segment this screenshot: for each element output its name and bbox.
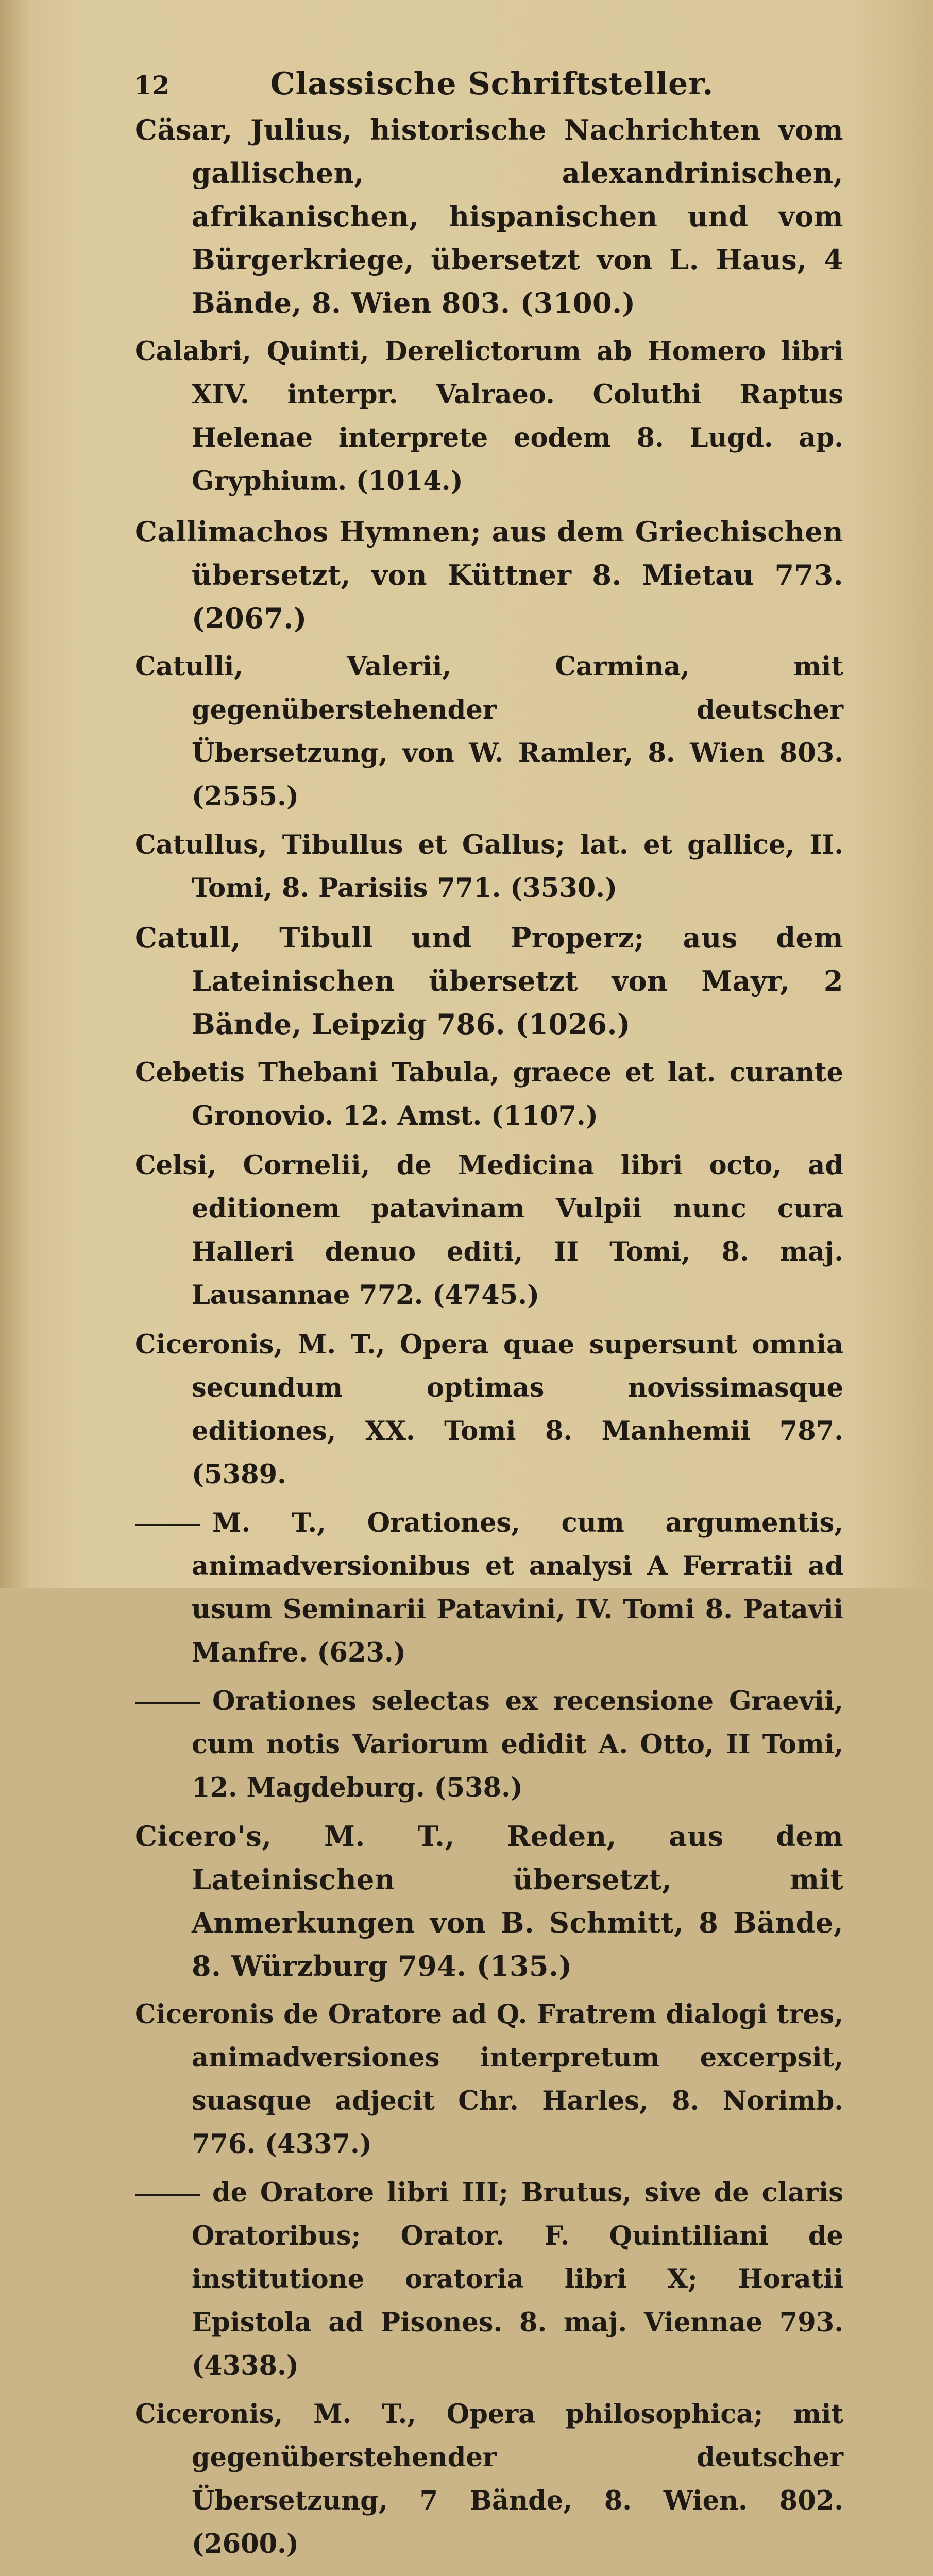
catalog-entry: Callimachos Hymnen; aus dem Griechischen übersetzt, von Küttner 8. Mietau 773. (2067.) bbox=[135, 515, 843, 635]
repeat-dash bbox=[135, 1501, 212, 1545]
catalog-entry: Cebetis Thebani Tabula, graece et lat. curante Gronovio. 12. Amst. (1107.) bbox=[135, 1057, 843, 1131]
running-title: Classische Schriftsteller. bbox=[270, 66, 714, 102]
catalog-entry: Ciceronis de Oratore ad Q. Fratrem dialogi tres, animadversiones interpretum excerpsit, suasque adjecit Chr. Harles, 8. Norimb. 776. (4337.) bbox=[135, 1999, 843, 2160]
page-header bbox=[134, 61, 850, 112]
catalog-entry: Calabri, Quinti, Derelictorum ab Homero libri XIV. interpr. Valraeo. Coluthi Raptus Helenae interprete eodem 8. Lugd. ap. Gryphium. (1014.) bbox=[135, 336, 843, 497]
repeat-dash bbox=[135, 1680, 212, 1723]
repeat-dash bbox=[135, 2571, 212, 2576]
catalog-entry: Cicero's, M. T., Reden, aus dem Lateinischen übersetzt, mit Anmerkungen von B. Schmitt, 8 Bände, 8. Würzburg 794. (135.) bbox=[135, 1820, 843, 1982]
catalog-entry: Celsi, Cornelii, de Medicina libri octo, ad editionem patavinam Vulpii nunc cura Halleri denuo editi, II Tomi, 8. maj. Lausannae 772. (4745.) bbox=[135, 1150, 843, 1311]
catalog-entry: Cäsar, Julius, historische Nachrichten vom gallischen, alexandrinischen, afrikanischen, hispanischen und vom Bürgerkriege, übersetzt von L. Haus, 4 Bände, 8. Wien 803. (3100.) bbox=[135, 113, 843, 319]
catalog-entry: Catullus, Tibullus et Gallus; lat. et gallice, II. Tomi, 8. Parisiis 771. (3530.) bbox=[135, 829, 843, 904]
catalog-entry: M. T., Orationes, cum argumentis, animadversionibus et analysi A Ferratii ad usum Seminarii Patavini, IV. Tomi 8. Patavii Manfre. (623.) bbox=[135, 1501, 843, 1674]
page-number: 12 bbox=[134, 70, 170, 100]
catalog-entries bbox=[135, 108, 843, 2576]
repeat-dash bbox=[135, 2171, 212, 2214]
catalog-entry: Ciceronis, M. T., Opera quae supersunt omnia secundum optimas novissimasque editiones, XX. Tomi 8. Manhemii 787. (5389. bbox=[135, 1329, 843, 1490]
catalog-entry: Catull, Tibull und Properz; aus dem Lateinischen übersetzt von Mayr, 2 Bände, Leipzig 786. (1026.) bbox=[135, 921, 843, 1041]
catalog-entry: Orationes selectas ex recensione Graevii, cum notis Variorum edidit A. Otto, II Tomi, 12. Magdeburg. (538.) bbox=[135, 1680, 843, 1809]
catalog-entry: de Oratore libri III; Brutus, sive de claris Oratoribus; Orator. F. Quintiliani de institutione oratoria libri X; Horatii Epistola ad Pisones. 8. maj. Viennae 793. (4338.) bbox=[135, 2171, 843, 2387]
catalog-entry bbox=[135, 2571, 843, 2576]
catalog-entry: Catulli, Valerii, Carmina, mit gegenüberstehender deutscher Übersetzung, von W. Ramler, 8. Wien 803. (2555.) bbox=[135, 651, 843, 812]
catalog-entry: Ciceronis, M. T., Opera philosophica; mit gegenüberstehender deutscher Übersetzung, 7 Bände, 8. Wien. 802. (2600.) bbox=[135, 2399, 843, 2560]
